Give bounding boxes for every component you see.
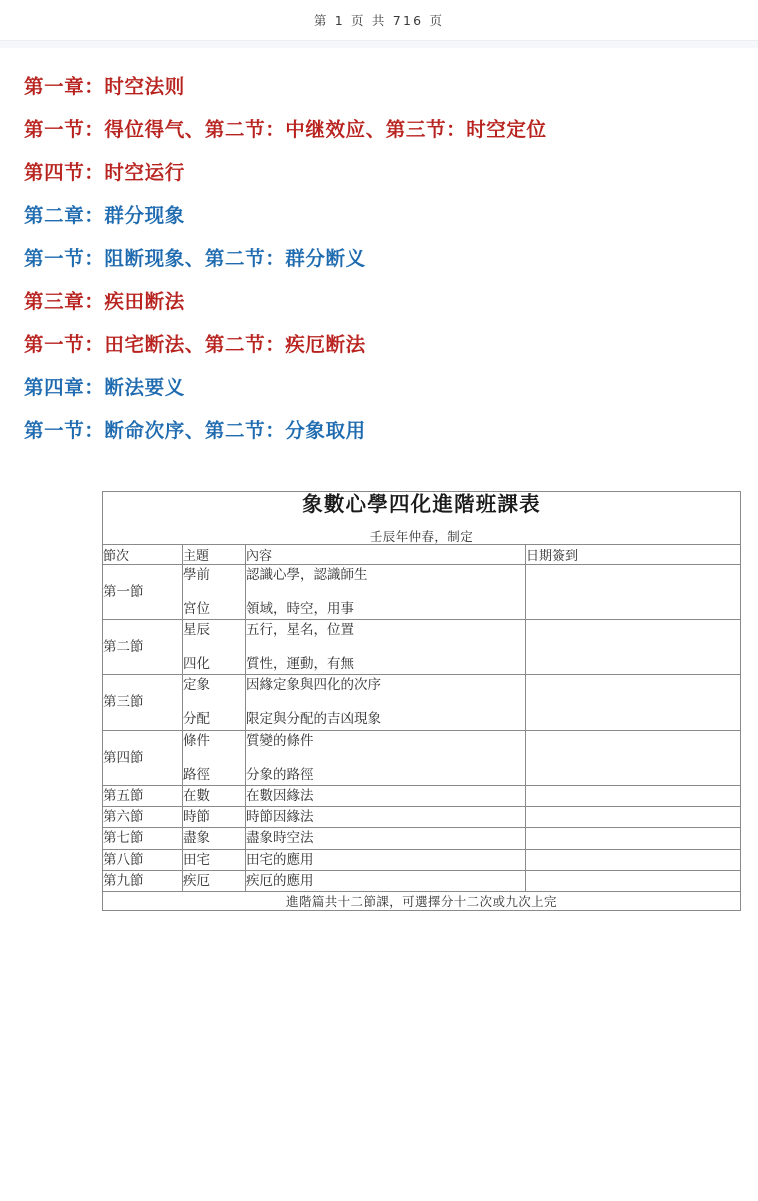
outline-list [0, 49, 758, 441]
column-header-topic: 主題 [183, 544, 246, 564]
page-number-label: 第 1 页 共 716 页 [313, 13, 445, 28]
schedule-footnote: 進階篇共十二節課，可選擇分十二次或九次上完 [103, 891, 741, 910]
outline-line: 第一节：阻断现象、第二节：群分断义 [24, 247, 366, 270]
cell-topic [183, 619, 246, 674]
cell-content-line: 領域，時空，用事 [246, 600, 354, 617]
cell-session: 第四節 [103, 730, 183, 785]
cell-session: 第五節 [103, 786, 183, 807]
cell-content [246, 849, 526, 870]
cell-topic-line: 星辰 [183, 621, 210, 638]
cell-topic [183, 870, 246, 891]
table-row [103, 675, 741, 730]
table-title-row [103, 492, 741, 545]
cell-topic-line: 在數 [183, 788, 210, 804]
cell-content-line: 五行，星名，位置 [246, 621, 354, 638]
schedule-title: 象數心學四化進階班課表 [302, 492, 541, 516]
cell-topic [183, 807, 246, 828]
schedule-table-body [103, 492, 741, 911]
cell-session: 第八節 [103, 849, 183, 870]
schedule-table [102, 491, 741, 911]
cell-signature[interactable] [526, 564, 741, 619]
cell-topic-line: 宮位 [183, 600, 210, 617]
page-header [0, 0, 758, 40]
cell-signature[interactable] [526, 675, 741, 730]
cell-signature[interactable] [526, 786, 741, 807]
outline-line: 第一章：时空法则 [24, 75, 185, 98]
cell-signature[interactable] [526, 828, 741, 849]
cell-topic-line: 定象 [183, 677, 210, 694]
outline-line: 第三章：疾田断法 [24, 290, 185, 313]
outline-line: 第二章：群分现象 [24, 204, 185, 227]
cell-content-line: 盡象時空法 [246, 830, 314, 847]
cell-topic [183, 786, 246, 807]
cell-content [246, 870, 526, 891]
column-header-signature: 日期簽到 [526, 544, 741, 564]
table-row [103, 730, 741, 785]
cell-session: 第二節 [103, 619, 183, 674]
cell-content [246, 828, 526, 849]
outline-line: 第四章：断法要义 [24, 376, 185, 399]
cell-topic-line: 條件 [183, 732, 210, 749]
cell-content-line: 田宅的應用 [246, 851, 314, 868]
cell-topic [183, 675, 246, 730]
schedule-table-wrapper [102, 491, 740, 911]
cell-content [246, 619, 526, 674]
cell-content [246, 807, 526, 828]
cell-topic-line: 時節 [183, 809, 210, 826]
cell-topic-line: 學前 [183, 566, 210, 583]
column-header-session: 節次 [103, 544, 183, 564]
table-title-cell [103, 492, 741, 545]
table-row [103, 870, 741, 891]
cell-session: 第三節 [103, 675, 183, 730]
cell-topic [183, 730, 246, 785]
cell-topic [183, 828, 246, 849]
table-row [103, 849, 741, 870]
cell-topic-line: 盡象 [183, 830, 210, 847]
cell-topic [183, 849, 246, 870]
cell-topic-line: 田宅 [183, 851, 210, 868]
cell-session: 第七節 [103, 828, 183, 849]
table-row [103, 786, 741, 807]
table-row [103, 619, 741, 674]
table-row [103, 564, 741, 619]
table-row [103, 828, 741, 849]
cell-session: 第一節 [103, 564, 183, 619]
outline-line: 第一节：得位得气、第二节：中继效应、第三节：时空定位 [24, 118, 547, 141]
cell-content-line: 認識心學，認識師生 [246, 566, 368, 583]
cell-signature[interactable] [526, 619, 741, 674]
cell-content-line: 疾厄的應用 [246, 872, 314, 889]
outline-line: 第一节：断命次序、第二节：分象取用 [24, 419, 366, 442]
column-header-content: 內容 [246, 544, 526, 564]
cell-topic-line: 疾厄 [183, 872, 210, 889]
cell-content [246, 675, 526, 730]
outline-line: 第一节：田宅断法、第二节：疾厄断法 [24, 333, 366, 356]
cell-session: 第六節 [103, 807, 183, 828]
cell-content-line: 時節因緣法 [246, 809, 314, 826]
cell-content [246, 786, 526, 807]
cell-signature[interactable] [526, 870, 741, 891]
outline-line: 第四节：时空运行 [24, 161, 185, 184]
cell-topic [183, 564, 246, 619]
cell-signature[interactable] [526, 849, 741, 870]
cell-signature[interactable] [526, 807, 741, 828]
cell-topic-line: 路徑 [183, 766, 210, 783]
cell-topic-line: 分配 [183, 711, 210, 728]
cell-content [246, 564, 526, 619]
table-footnote-row [103, 891, 741, 910]
page-separator [0, 40, 758, 49]
cell-content [246, 730, 526, 785]
cell-content-line: 質性，運動，有無 [246, 656, 354, 673]
cell-content-line: 在數因緣法 [246, 788, 314, 804]
cell-signature[interactable] [526, 730, 741, 785]
cell-content-line: 限定與分配的吉凶現象 [246, 711, 381, 728]
cell-content-line: 質變的條件 [246, 732, 314, 749]
cell-topic-line: 四化 [183, 656, 210, 673]
cell-content-line: 因緣定象與四化的次序 [246, 677, 381, 694]
cell-session: 第九節 [103, 870, 183, 891]
schedule-subtitle: 壬辰年仲春，制定 [369, 528, 474, 544]
cell-content-line: 分象的路徑 [246, 766, 314, 783]
table-row [103, 807, 741, 828]
table-header-row [103, 544, 741, 564]
